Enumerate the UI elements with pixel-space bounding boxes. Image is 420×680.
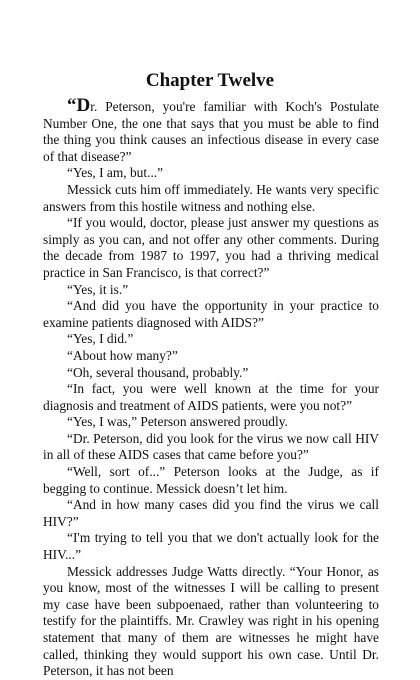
paragraph: Messick addresses Judge Watts directly. “Your Honor, as you know, most of the witnesses I will be calling to present my case have been subpoenaed, rather than volunteering to testify for the plaintiffs. Mr. Crawley was right in his opening statement that many of them are witnesses he might have called, thinking they would support his own case. Until Dr. Peterson, it has not been: [43, 563, 379, 679]
drop-cap: “D: [67, 95, 91, 116]
paragraph: “Yes, I was,” Peterson answered proudly.: [67, 414, 288, 430]
chapter-title: Chapter Twelve: [145, 70, 275, 91]
paragraph: “Dr. Peterson, did you look for the virus we now call HIV in all of these AIDS cases that came before you?”: [43, 430, 379, 463]
body-text: [43, 95, 379, 680]
paragraph: “Oh, several thousand, probably.”: [67, 364, 249, 380]
paragraph: Messick cuts him off immediately. He wants very specific answers from this hostile witness and nothing else.: [43, 181, 379, 214]
opening-paragraph: [43, 95, 379, 165]
paragraph: “About how many?”: [67, 347, 178, 363]
paragraph: “Yes, it is.”: [67, 281, 129, 297]
paragraph: “Yes, I am, but...”: [67, 165, 164, 181]
opening-text: r. Peterson, you're familiar with Koch's Postulate Number One, the one that says that you must be able to find the thing you think causes an infectious disease in every case of that disease?”: [43, 99, 379, 164]
paragraph: “And did you have the opportunity in your practice to examine patients diagnosed with AIDS?”: [43, 298, 379, 330]
paragraph: “I'm trying to tell you that we don't actually look for the HIV...”: [43, 530, 379, 563]
paragraph: “Well, sort of...” Peterson looks at the Judge, as if begging to continue. Messick doesn’t let him.: [43, 464, 379, 496]
paragraph: “Yes, I did.”: [67, 331, 134, 347]
paragraph: “And in how many cases did you find the virus we call HIV?”: [43, 497, 379, 529]
paragraph: “If you would, doctor, please just answer my questions as simply as you can, and not offer any other comments. During the decade from 1987 to 1997, you had a thriving medical practice in San Francisco, is that correct?”: [43, 215, 379, 280]
paragraph: “In fact, you were well known at the time for your diagnosis and treatment of AIDS patients, were you not?”: [43, 381, 379, 413]
